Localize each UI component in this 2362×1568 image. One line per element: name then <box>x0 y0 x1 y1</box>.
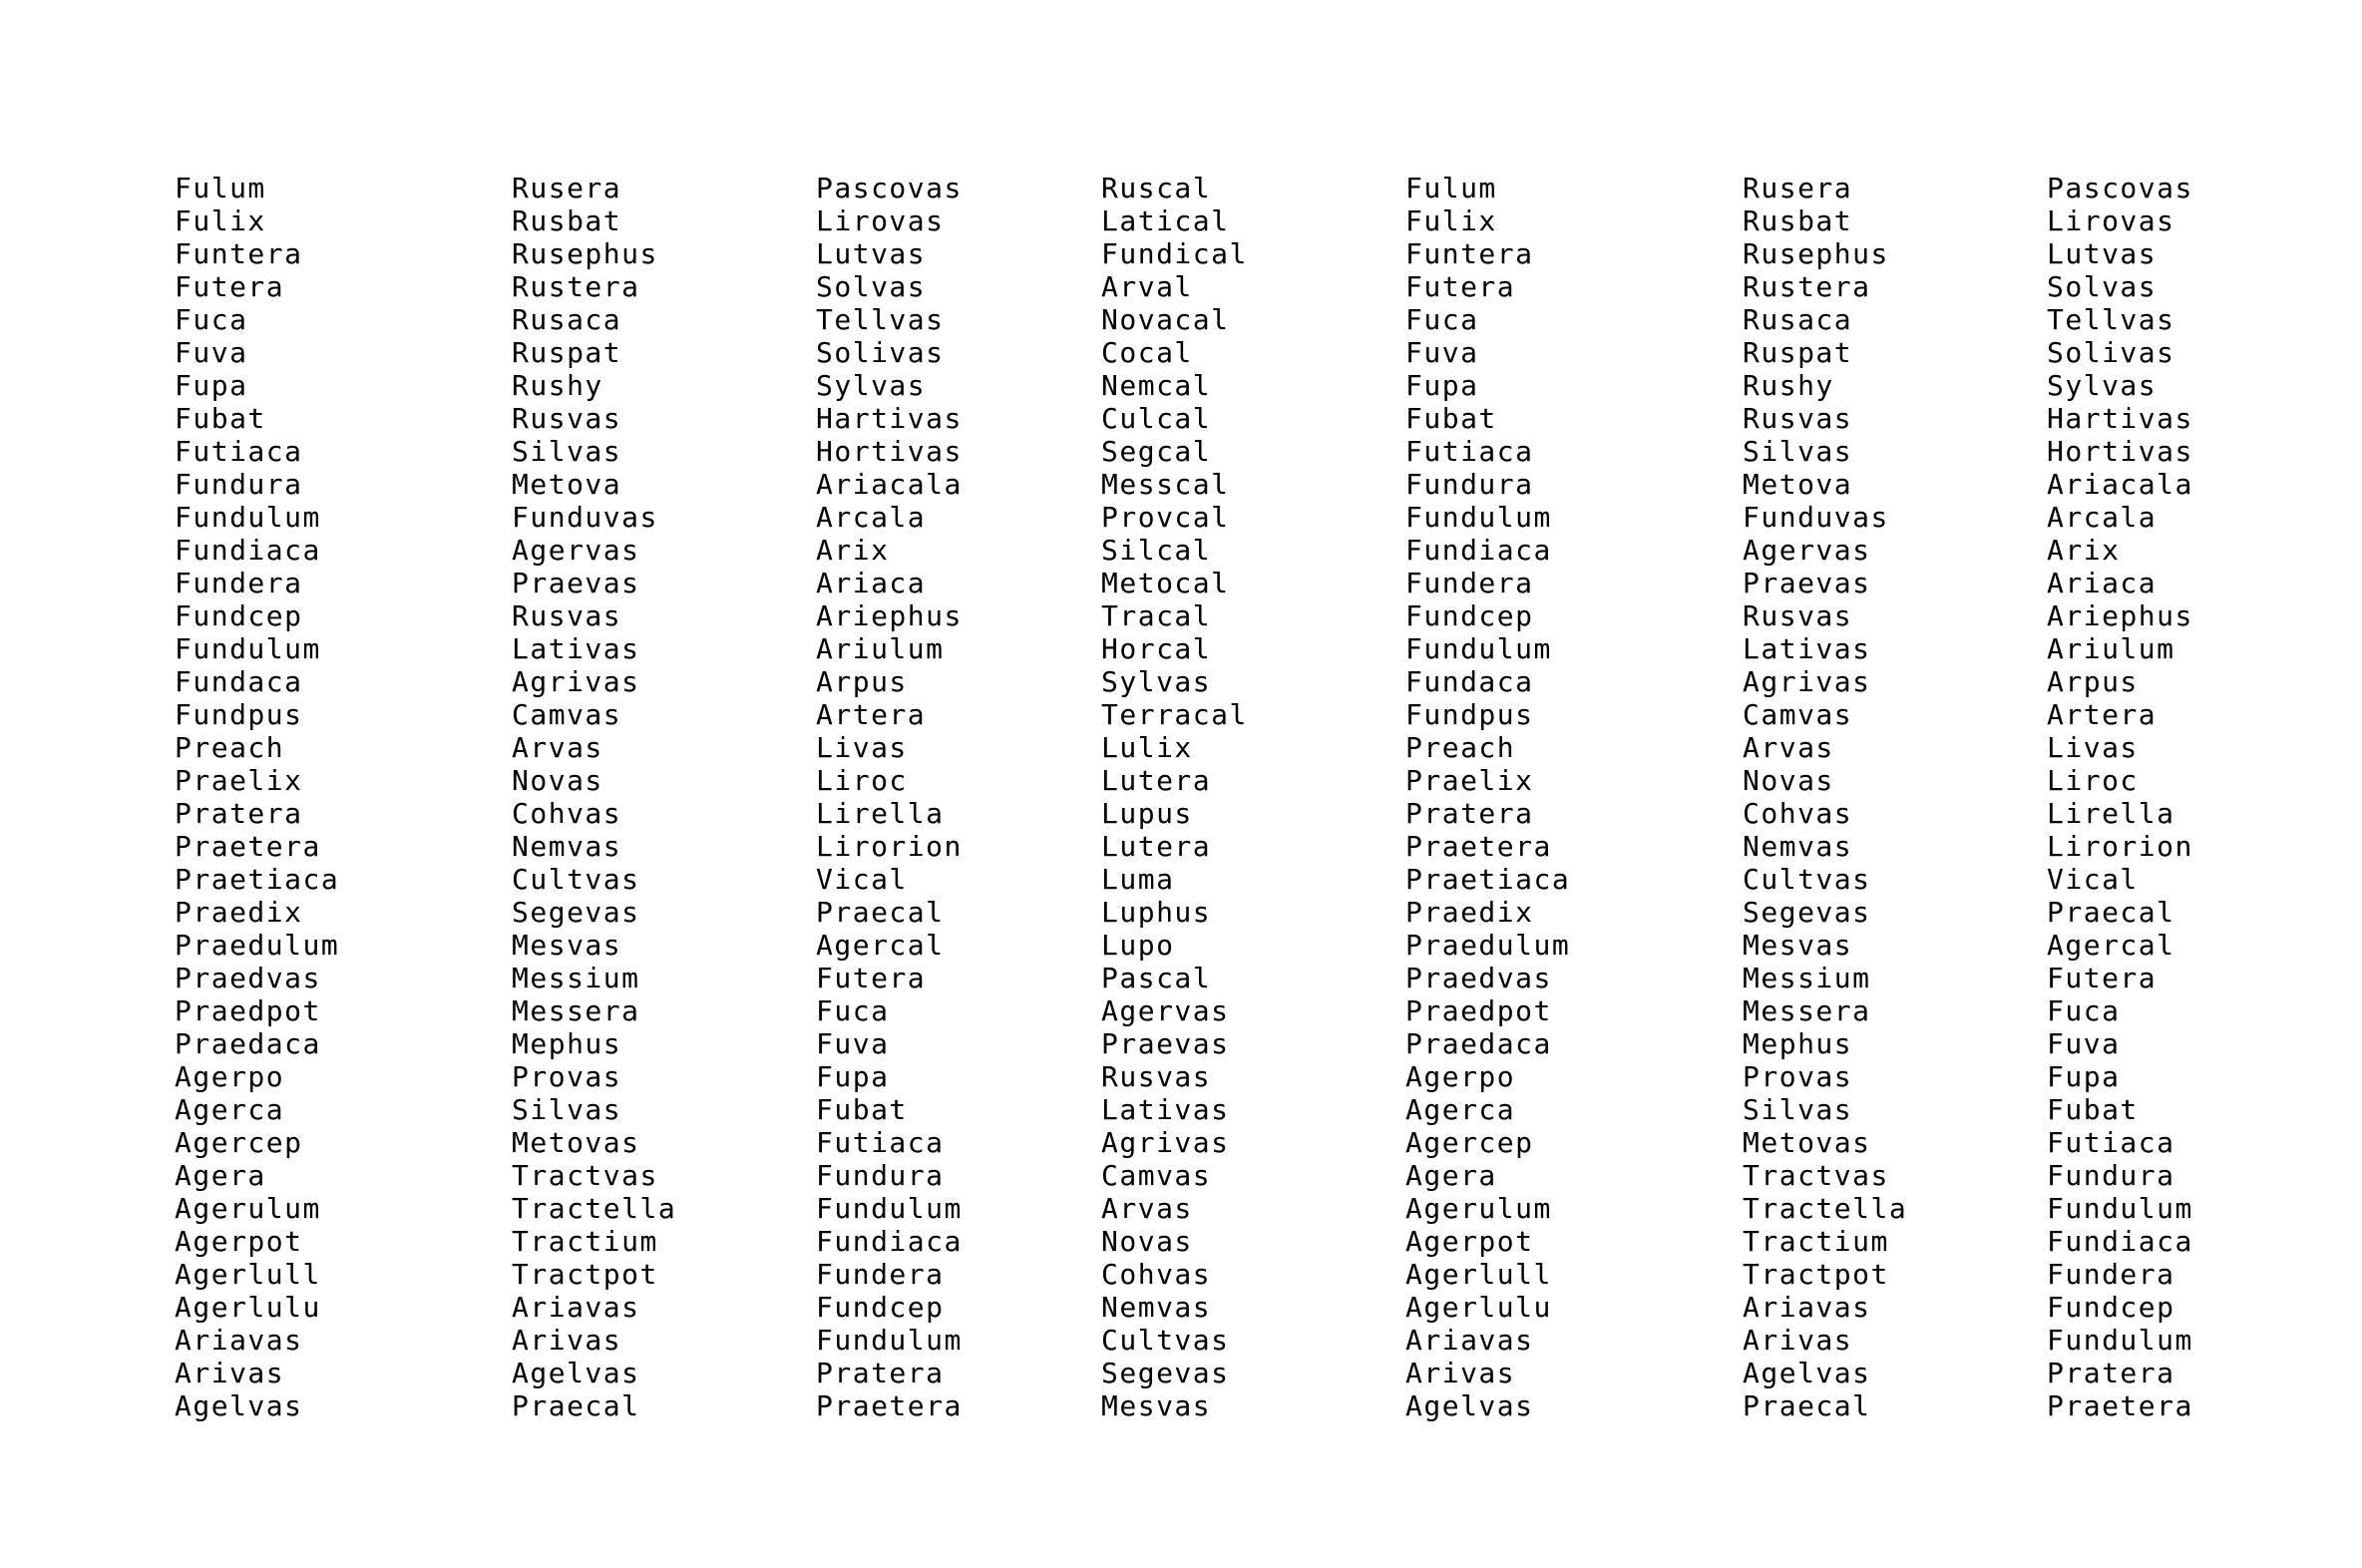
word-item: Cohvas <box>512 797 622 830</box>
word-item: Sylvas <box>1101 665 1212 698</box>
word-item: Agervas <box>1101 994 1230 1027</box>
word-item: Funduvas <box>512 501 658 534</box>
word-item: Messium <box>512 962 640 994</box>
word-item: Cultvas <box>1101 1324 1230 1357</box>
word-item: Fulix <box>1405 204 1497 237</box>
word-item: Ariaca <box>816 567 927 599</box>
word-item: Tracal <box>1101 599 1212 632</box>
word-item: Rusephus <box>512 237 658 270</box>
word-column-7 <box>2047 172 2226 1422</box>
word-item: Lutera <box>1101 764 1212 797</box>
word-item: Culcal <box>1101 402 1212 435</box>
word-item: Pratera <box>816 1357 945 1389</box>
word-item: Tractpot <box>1743 1258 1889 1291</box>
word-item: Pascal <box>1101 962 1212 994</box>
word-item: Rushy <box>1743 369 1834 402</box>
word-item: Silvas <box>512 435 622 468</box>
word-item: Arivas <box>1743 1324 1853 1357</box>
word-item: Fundera <box>816 1258 945 1291</box>
word-item: Praecal <box>512 1389 640 1422</box>
word-item: Tractium <box>1743 1225 1889 1258</box>
word-item: Fundcep <box>2047 1291 2175 1324</box>
word-item: Mephus <box>512 1027 622 1060</box>
word-item: Nemvas <box>1101 1291 1212 1324</box>
word-item: Hortivas <box>816 435 963 468</box>
word-item: Preach <box>175 731 285 764</box>
word-item: Mesvas <box>512 929 622 962</box>
word-item: Funtera <box>1405 237 1534 270</box>
word-item: Luma <box>1101 863 1175 896</box>
word-item: Provas <box>512 1060 622 1093</box>
word-column-6 <box>1743 172 2047 1422</box>
word-item: Arval <box>1101 270 1193 303</box>
word-item: Pratera <box>1405 797 1534 830</box>
word-item: Lirella <box>2047 797 2175 830</box>
word-column-5 <box>1405 172 1743 1422</box>
word-item: Fundiaca <box>2047 1225 2193 1258</box>
word-item: Fundcep <box>175 599 303 632</box>
word-item: Agelvas <box>1405 1389 1534 1422</box>
word-item: Sylvas <box>2047 369 2158 402</box>
word-item: Rusera <box>512 172 622 204</box>
word-item: Fupa <box>1405 369 1479 402</box>
word-item: Ariavas <box>1743 1291 1871 1324</box>
word-item: Fubat <box>1405 402 1497 435</box>
word-item: Lativas <box>1743 632 1871 665</box>
word-item: Agelvas <box>512 1357 640 1389</box>
word-item: Arcala <box>816 501 927 534</box>
word-item: Lativas <box>512 632 640 665</box>
word-item: Fulix <box>175 204 266 237</box>
word-item: Fundcep <box>1405 599 1534 632</box>
word-item: Latical <box>1101 204 1230 237</box>
word-item: Agerpot <box>1405 1225 1534 1258</box>
word-item: Praedpot <box>1405 994 1552 1027</box>
word-item: Rusaca <box>512 303 622 336</box>
word-item: Futera <box>1405 270 1516 303</box>
word-item: Futiaca <box>816 1126 945 1159</box>
word-column-3 <box>816 172 1101 1422</box>
word-item: Arvas <box>1101 1192 1193 1225</box>
word-item: Ariavas <box>175 1324 303 1357</box>
word-item: Segevas <box>512 896 640 929</box>
word-item: Pratera <box>175 797 303 830</box>
word-item: Praedaca <box>1405 1027 1552 1060</box>
word-item: Silvas <box>1743 1093 1853 1126</box>
word-item: Ariacala <box>2047 468 2193 501</box>
word-item: Arivas <box>512 1324 622 1357</box>
word-item: Segevas <box>1101 1357 1230 1389</box>
word-item: Luphus <box>1101 896 1212 929</box>
word-item: Fundulum <box>816 1192 963 1225</box>
word-item: Hortivas <box>2047 435 2193 468</box>
word-item: Tellvas <box>816 303 945 336</box>
word-item: Fundura <box>1405 468 1534 501</box>
word-item: Fuca <box>2047 994 2121 1027</box>
word-item: Fuca <box>175 303 248 336</box>
word-item: Praevas <box>1101 1027 1230 1060</box>
word-item: Fundura <box>816 1159 945 1192</box>
word-item: Messium <box>1743 962 1871 994</box>
word-item: Agerulum <box>1405 1192 1552 1225</box>
word-item: Tractella <box>512 1192 677 1225</box>
word-item: Horcal <box>1101 632 1212 665</box>
word-item: Fundulum <box>1405 632 1552 665</box>
word-item: Praetiaca <box>1405 863 1571 896</box>
word-item: Agelvas <box>1743 1357 1871 1389</box>
word-item: Praedix <box>1405 896 1534 929</box>
word-item: Arvas <box>512 731 603 764</box>
word-item: Novas <box>512 764 603 797</box>
word-item: Agerlulu <box>175 1291 321 1324</box>
word-item: Nemcal <box>1101 369 1212 402</box>
word-item: Artera <box>2047 698 2158 731</box>
word-item: Praedpot <box>175 994 321 1027</box>
word-item: Rushy <box>512 369 603 402</box>
word-item: Metocal <box>1101 567 1230 599</box>
word-item: Rustera <box>1743 270 1871 303</box>
word-item: Silcal <box>1101 534 1212 567</box>
word-item: Metova <box>512 468 622 501</box>
word-item: Ariephus <box>2047 599 2193 632</box>
word-item: Fundcep <box>816 1291 945 1324</box>
word-item: Messera <box>512 994 640 1027</box>
word-item: Praetera <box>175 830 321 863</box>
word-item: Segcal <box>1101 435 1212 468</box>
word-item: Pratera <box>2047 1357 2175 1389</box>
word-item: Pascovas <box>2047 172 2193 204</box>
word-item: Agerlulu <box>1405 1291 1552 1324</box>
word-item: Agercep <box>1405 1126 1534 1159</box>
word-item: Cohvas <box>1743 797 1853 830</box>
word-item: Praedulum <box>175 929 340 962</box>
word-item: Fundera <box>2047 1258 2175 1291</box>
word-item: Futera <box>175 270 285 303</box>
word-item: Fuva <box>175 336 248 369</box>
word-item: Fundical <box>1101 237 1248 270</box>
word-item: Praedvas <box>175 962 321 994</box>
word-item: Fulum <box>1405 172 1497 204</box>
word-item: Praecal <box>1743 1389 1871 1422</box>
word-item: Agerpo <box>1405 1060 1516 1093</box>
word-item: Rusvas <box>512 402 622 435</box>
word-item: Agerca <box>1405 1093 1516 1126</box>
word-item: Praedaca <box>175 1027 321 1060</box>
word-item: Agrivas <box>512 665 640 698</box>
word-item: Agerca <box>175 1093 285 1126</box>
word-item: Fupa <box>816 1060 890 1093</box>
word-item: Liroc <box>816 764 908 797</box>
word-item: Tractvas <box>1743 1159 1889 1192</box>
word-item: Praetera <box>2047 1389 2193 1422</box>
word-item: Nemvas <box>1743 830 1853 863</box>
word-item: Vical <box>816 863 908 896</box>
word-item: Rusvas <box>512 599 622 632</box>
word-item: Futiaca <box>1405 435 1534 468</box>
word-item: Fundaca <box>1405 665 1534 698</box>
word-item: Fundulum <box>816 1324 963 1357</box>
word-item: Arpus <box>816 665 908 698</box>
word-item: Solvas <box>2047 270 2158 303</box>
word-item: Silvas <box>1743 435 1853 468</box>
word-item: Cocal <box>1101 336 1193 369</box>
word-item: Fundulum <box>175 501 321 534</box>
word-item: Messcal <box>1101 468 1230 501</box>
word-item: Fuva <box>1405 336 1479 369</box>
word-item: Solvas <box>816 270 927 303</box>
word-item: Novas <box>1101 1225 1193 1258</box>
word-item: Fundpus <box>175 698 303 731</box>
word-item: Cohvas <box>1101 1258 1212 1291</box>
word-item: Ruspat <box>512 336 622 369</box>
word-item: Camvas <box>1743 698 1853 731</box>
word-item: Messera <box>1743 994 1871 1027</box>
word-item: Arix <box>816 534 890 567</box>
word-item: Lirovas <box>816 204 945 237</box>
word-item: Artera <box>816 698 927 731</box>
word-item: Agelvas <box>175 1389 303 1422</box>
word-item: Arivas <box>175 1357 285 1389</box>
word-item: Praevas <box>512 567 640 599</box>
word-item: Praedulum <box>1405 929 1571 962</box>
word-item: Tellvas <box>2047 303 2175 336</box>
word-item: Fundura <box>175 468 303 501</box>
word-item: Praetera <box>816 1389 963 1422</box>
word-item: Tractium <box>512 1225 658 1258</box>
word-item: Lirovas <box>2047 204 2175 237</box>
word-item: Arvas <box>1743 731 1834 764</box>
word-item: Camvas <box>1101 1159 1212 1192</box>
word-item: Fuva <box>2047 1027 2121 1060</box>
word-item: Ariulum <box>816 632 945 665</box>
word-item: Preach <box>1405 731 1516 764</box>
word-item: Lativas <box>1101 1093 1230 1126</box>
word-item: Agera <box>1405 1159 1497 1192</box>
word-item: Ariavas <box>512 1291 640 1324</box>
word-item: Mesvas <box>1743 929 1853 962</box>
word-item: Praecal <box>2047 896 2175 929</box>
word-item: Fundulum <box>2047 1192 2193 1225</box>
word-item: Camvas <box>512 698 622 731</box>
word-item: Livas <box>816 731 908 764</box>
word-item: Metovas <box>1743 1126 1871 1159</box>
word-item: Agerpot <box>175 1225 303 1258</box>
word-item: Agercal <box>2047 929 2175 962</box>
word-item: Rusaca <box>1743 303 1853 336</box>
word-item: Arcala <box>2047 501 2158 534</box>
word-item: Provcal <box>1101 501 1230 534</box>
word-item: Fundura <box>2047 1159 2175 1192</box>
word-item: Lirorion <box>2047 830 2193 863</box>
word-item: Cultvas <box>1743 863 1871 896</box>
word-item: Nemvas <box>512 830 622 863</box>
word-item: Praetiaca <box>175 863 340 896</box>
word-item: Tractvas <box>512 1159 658 1192</box>
word-item: Fuca <box>1405 303 1479 336</box>
word-item: Silvas <box>512 1093 622 1126</box>
word-item: Praelix <box>175 764 303 797</box>
word-column-1 <box>175 172 512 1422</box>
word-item: Fundiaca <box>175 534 321 567</box>
word-item: Fulum <box>175 172 266 204</box>
word-item: Fubat <box>2047 1093 2139 1126</box>
word-item: Arix <box>2047 534 2121 567</box>
word-item: Praevas <box>1743 567 1871 599</box>
word-item: Novacal <box>1101 303 1230 336</box>
word-item: Praecal <box>816 896 945 929</box>
word-item: Fuca <box>816 994 890 1027</box>
word-item: Agercep <box>175 1126 303 1159</box>
word-item: Agercal <box>816 929 945 962</box>
word-item: Solivas <box>2047 336 2175 369</box>
word-item: Lirella <box>816 797 945 830</box>
word-item: Tractpot <box>512 1258 658 1291</box>
word-item: Praedvas <box>1405 962 1552 994</box>
word-item: Lutvas <box>2047 237 2158 270</box>
word-item: Lupo <box>1101 929 1175 962</box>
word-item: Fundiaca <box>1405 534 1552 567</box>
word-item: Rusvas <box>1743 402 1853 435</box>
word-item: Arpus <box>2047 665 2139 698</box>
word-item: Rustera <box>512 270 640 303</box>
word-item: Agervas <box>1743 534 1871 567</box>
word-item: Ariulum <box>2047 632 2175 665</box>
word-item: Agerpo <box>175 1060 285 1093</box>
word-item: Praedix <box>175 896 303 929</box>
word-item: Praetera <box>1405 830 1552 863</box>
word-item: Solivas <box>816 336 945 369</box>
word-item: Agervas <box>512 534 640 567</box>
word-item: Sylvas <box>816 369 927 402</box>
word-item: Liroc <box>2047 764 2139 797</box>
word-item: Agerlull <box>1405 1258 1552 1291</box>
word-item: Lutvas <box>816 237 927 270</box>
word-item: Fundulum <box>1405 501 1552 534</box>
word-column-2 <box>512 172 816 1422</box>
word-item: Ariavas <box>1405 1324 1534 1357</box>
word-item: Fubat <box>175 402 266 435</box>
word-item: Fundpus <box>1405 698 1534 731</box>
word-item: Funtera <box>175 237 303 270</box>
word-item: Agerlull <box>175 1258 321 1291</box>
word-item: Rusvas <box>1743 599 1853 632</box>
word-item: Futiaca <box>175 435 303 468</box>
word-item: Fundera <box>1405 567 1534 599</box>
word-item: Lupus <box>1101 797 1193 830</box>
word-item: Mephus <box>1743 1027 1853 1060</box>
word-item: Futiaca <box>2047 1126 2175 1159</box>
word-item: Lutera <box>1101 830 1212 863</box>
word-item: Ariacala <box>816 468 963 501</box>
word-item: Hartivas <box>2047 402 2193 435</box>
word-item: Futera <box>816 962 927 994</box>
word-item: Praelix <box>1405 764 1534 797</box>
word-item: Agera <box>175 1159 266 1192</box>
word-item: Agrivas <box>1743 665 1871 698</box>
word-item: Fundulum <box>175 632 321 665</box>
word-item: Rusbat <box>1743 204 1853 237</box>
word-item: Fuva <box>816 1027 890 1060</box>
word-item: Novas <box>1743 764 1834 797</box>
word-column-4 <box>1101 172 1405 1422</box>
word-item: Agerulum <box>175 1192 321 1225</box>
word-item: Rusvas <box>1101 1060 1212 1093</box>
word-item: Livas <box>2047 731 2139 764</box>
word-item: Ruscal <box>1101 172 1212 204</box>
word-item: Cultvas <box>512 863 640 896</box>
word-item: Futera <box>2047 962 2158 994</box>
word-table <box>175 172 2226 1422</box>
word-item: Funduvas <box>1743 501 1889 534</box>
word-item: Pascovas <box>816 172 963 204</box>
word-item: Lulix <box>1101 731 1193 764</box>
word-item: Rusephus <box>1743 237 1889 270</box>
word-item: Lirorion <box>816 830 963 863</box>
word-item: Metova <box>1743 468 1853 501</box>
word-item: Fundera <box>175 567 303 599</box>
word-item: Ariaca <box>2047 567 2158 599</box>
word-item: Ariephus <box>816 599 963 632</box>
word-item: Fupa <box>2047 1060 2121 1093</box>
word-item: Fundaca <box>175 665 303 698</box>
word-item: Arivas <box>1405 1357 1516 1389</box>
word-item: Terracal <box>1101 698 1248 731</box>
word-item: Vical <box>2047 863 2139 896</box>
word-item: Ruspat <box>1743 336 1853 369</box>
word-item: Fundiaca <box>816 1225 963 1258</box>
word-item: Fupa <box>175 369 248 402</box>
word-item: Fubat <box>816 1093 908 1126</box>
word-item: Fundulum <box>2047 1324 2193 1357</box>
word-item: Segevas <box>1743 896 1871 929</box>
word-item: Tractella <box>1743 1192 1908 1225</box>
word-item: Mesvas <box>1101 1389 1212 1422</box>
word-item: Provas <box>1743 1060 1853 1093</box>
word-item: Metovas <box>512 1126 640 1159</box>
word-item: Rusbat <box>512 204 622 237</box>
word-item: Rusera <box>1743 172 1853 204</box>
word-item: Hartivas <box>816 402 963 435</box>
word-item: Agrivas <box>1101 1126 1230 1159</box>
